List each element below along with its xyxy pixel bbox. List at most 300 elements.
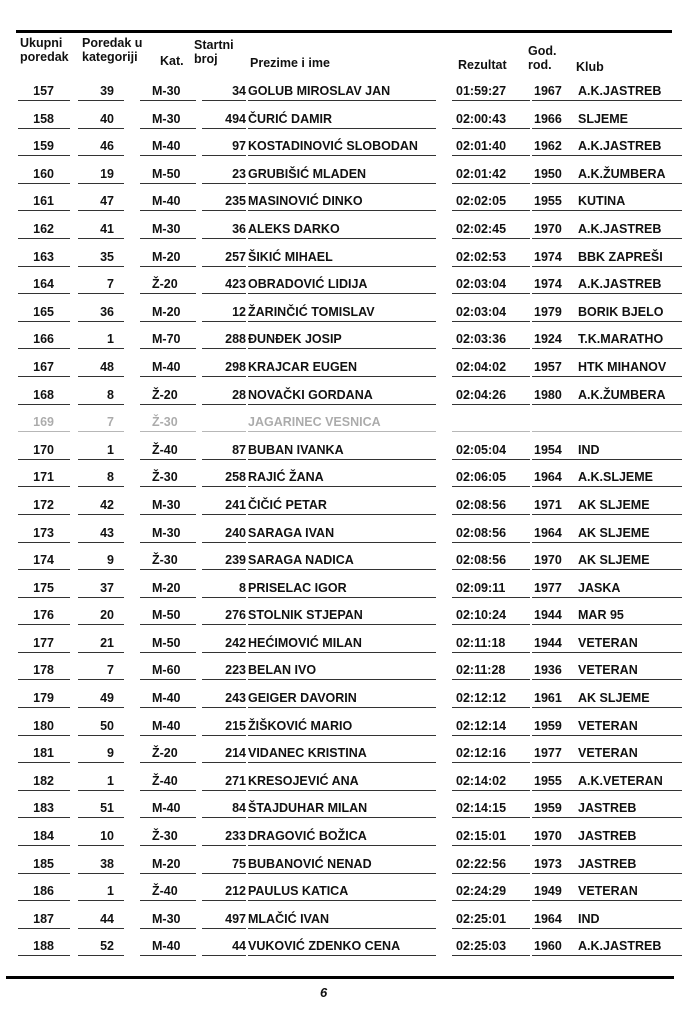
cell-category-rank: 35 bbox=[100, 249, 114, 264]
table-header bbox=[16, 34, 676, 78]
cell-category-rank: 20 bbox=[100, 608, 114, 623]
row-underline bbox=[452, 348, 530, 349]
cell-rank: 187 bbox=[33, 911, 54, 926]
row-underline bbox=[140, 542, 196, 543]
header-bib bbox=[194, 38, 234, 66]
row-underline bbox=[248, 707, 436, 708]
cell-birth-year: 1964 bbox=[534, 911, 562, 926]
row-underline bbox=[202, 928, 246, 929]
row-underline bbox=[18, 624, 70, 625]
row-underline bbox=[78, 845, 124, 846]
row-underline bbox=[576, 266, 682, 267]
row-underline bbox=[452, 514, 530, 515]
row-underline bbox=[202, 183, 246, 184]
row-underline bbox=[18, 762, 70, 763]
row-underline bbox=[532, 542, 576, 543]
row-underline bbox=[248, 624, 436, 625]
row-underline bbox=[18, 404, 70, 405]
cell-rank: 188 bbox=[33, 939, 54, 954]
header-rank bbox=[20, 36, 69, 64]
cell-category: M-20 bbox=[152, 580, 181, 595]
cell-rank: 183 bbox=[33, 801, 54, 816]
row-underline bbox=[202, 569, 246, 570]
row-underline bbox=[202, 762, 246, 763]
cell-bib: 241 bbox=[225, 497, 246, 512]
row-underline bbox=[18, 817, 70, 818]
cell-name: ŠIKIĆ MIHAEL bbox=[248, 249, 333, 264]
cell-bib: 44 bbox=[232, 939, 246, 954]
row-underline bbox=[248, 679, 436, 680]
cell-bib: 240 bbox=[225, 525, 246, 540]
header-cat-rank-line1: Poredak u bbox=[82, 36, 143, 50]
table-row bbox=[16, 161, 682, 189]
cell-rank: 161 bbox=[33, 194, 54, 209]
cell-rank: 184 bbox=[33, 829, 54, 844]
row-underline bbox=[248, 928, 436, 929]
row-underline bbox=[18, 707, 70, 708]
table-row bbox=[16, 933, 682, 961]
cell-name: ŽARINČIĆ TOMISLAV bbox=[248, 304, 375, 319]
cell-rank: 182 bbox=[33, 773, 54, 788]
cell-category: M-50 bbox=[152, 608, 181, 623]
cell-category: M-40 bbox=[152, 939, 181, 954]
row-underline bbox=[576, 486, 682, 487]
row-underline bbox=[532, 652, 576, 653]
row-underline bbox=[78, 762, 124, 763]
table-row bbox=[16, 520, 682, 548]
table-row bbox=[16, 878, 682, 906]
row-underline bbox=[18, 431, 70, 432]
row-underline bbox=[576, 183, 682, 184]
header-rank-line1: Ukupni bbox=[20, 36, 63, 50]
row-underline bbox=[202, 100, 246, 101]
cell-rank: 169 bbox=[33, 415, 54, 430]
row-underline bbox=[78, 569, 124, 570]
cell-rank: 178 bbox=[33, 663, 54, 678]
row-underline bbox=[248, 597, 436, 598]
row-underline bbox=[140, 321, 196, 322]
header-rank-line2: poredak bbox=[20, 50, 69, 64]
row-underline bbox=[18, 955, 70, 956]
cell-category: M-70 bbox=[152, 332, 181, 347]
row-underline bbox=[140, 431, 196, 432]
row-underline bbox=[18, 293, 70, 294]
cell-name: SARAGA NADICA bbox=[248, 553, 354, 568]
cell-bib: 235 bbox=[225, 194, 246, 209]
cell-name: JAGARINEC VESNICA bbox=[248, 415, 381, 430]
cell-name: PRISELAC IGOR bbox=[248, 580, 347, 595]
cell-category-rank: 7 bbox=[107, 663, 114, 678]
cell-birth-year: 1980 bbox=[534, 387, 562, 402]
cell-time: 02:02:45 bbox=[456, 221, 507, 236]
cell-category-rank: 8 bbox=[107, 387, 114, 402]
header-year bbox=[528, 44, 556, 72]
row-underline bbox=[576, 652, 682, 653]
cell-rank: 176 bbox=[33, 608, 54, 623]
row-underline bbox=[532, 873, 576, 874]
row-underline bbox=[202, 431, 246, 432]
row-underline bbox=[140, 183, 196, 184]
row-underline bbox=[140, 100, 196, 101]
cell-bib: 298 bbox=[225, 359, 246, 374]
cell-time: 02:00:43 bbox=[456, 111, 507, 126]
row-underline bbox=[202, 955, 246, 956]
row-underline bbox=[452, 486, 530, 487]
table-row bbox=[16, 244, 682, 272]
cell-rank: 174 bbox=[33, 553, 54, 568]
cell-birth-year: 1924 bbox=[534, 332, 562, 347]
cell-bib: 276 bbox=[225, 608, 246, 623]
row-underline bbox=[532, 266, 576, 267]
cell-rank: 180 bbox=[33, 718, 54, 733]
row-underline bbox=[78, 955, 124, 956]
cell-birth-year: 1959 bbox=[534, 718, 562, 733]
table-row bbox=[16, 851, 682, 879]
row-underline bbox=[18, 128, 70, 129]
row-underline bbox=[452, 155, 530, 156]
row-underline bbox=[18, 100, 70, 101]
cell-name: VUKOVIĆ ZDENKO CENA bbox=[248, 939, 401, 954]
cell-rank: 168 bbox=[33, 387, 54, 402]
cell-bib: 497 bbox=[225, 911, 246, 926]
cell-birth-year: 1970 bbox=[534, 221, 562, 236]
row-underline bbox=[532, 735, 576, 736]
row-underline bbox=[248, 762, 436, 763]
row-underline bbox=[140, 210, 196, 211]
cell-bib: 36 bbox=[232, 221, 246, 236]
row-underline bbox=[140, 238, 196, 239]
row-underline bbox=[78, 155, 124, 156]
row-underline bbox=[78, 376, 124, 377]
cell-rank: 173 bbox=[33, 525, 54, 540]
cell-category-rank: 10 bbox=[100, 829, 114, 844]
cell-category: M-30 bbox=[152, 497, 181, 512]
row-underline bbox=[140, 707, 196, 708]
cell-name: ĐUNĐEK JOSIP bbox=[248, 332, 342, 347]
cell-rank: 181 bbox=[33, 746, 54, 761]
row-underline bbox=[532, 128, 576, 129]
cell-birth-year: 1944 bbox=[534, 608, 562, 623]
row-underline bbox=[532, 376, 576, 377]
header-kat: Kat. bbox=[160, 54, 184, 68]
row-underline bbox=[532, 679, 576, 680]
cell-club: A.K.ŽUMBERA bbox=[578, 166, 666, 181]
row-underline bbox=[532, 210, 576, 211]
cell-bib: 87 bbox=[232, 442, 246, 457]
row-underline bbox=[202, 238, 246, 239]
cell-category-rank: 46 bbox=[100, 139, 114, 154]
cell-club: JASTREB bbox=[578, 856, 637, 871]
cell-birth-year: 1977 bbox=[534, 746, 562, 761]
row-underline bbox=[140, 762, 196, 763]
cell-bib: 423 bbox=[225, 277, 246, 292]
cell-bib: 288 bbox=[225, 332, 246, 347]
cell-time: 02:12:16 bbox=[456, 746, 507, 761]
cell-time: 02:10:24 bbox=[456, 608, 507, 623]
cell-time: 02:05:04 bbox=[456, 442, 507, 457]
row-underline bbox=[576, 321, 682, 322]
row-underline bbox=[576, 873, 682, 874]
row-underline bbox=[532, 569, 576, 570]
table-row bbox=[16, 492, 682, 520]
row-underline bbox=[202, 293, 246, 294]
cell-rank: 170 bbox=[33, 442, 54, 457]
cell-club: KUTINA bbox=[578, 194, 626, 209]
header-year-line1: God. bbox=[528, 44, 557, 58]
cell-category-rank: 36 bbox=[100, 304, 114, 319]
cell-rank: 165 bbox=[33, 304, 54, 319]
row-underline bbox=[248, 845, 436, 846]
row-underline bbox=[576, 569, 682, 570]
row-underline bbox=[140, 652, 196, 653]
row-underline bbox=[78, 348, 124, 349]
cell-time: 02:01:40 bbox=[456, 139, 507, 154]
row-underline bbox=[78, 321, 124, 322]
cell-category-rank: 39 bbox=[100, 84, 114, 98]
header-cat-rank-line2: kategoriji bbox=[82, 50, 138, 64]
row-underline bbox=[78, 431, 124, 432]
row-underline bbox=[140, 873, 196, 874]
row-underline bbox=[18, 238, 70, 239]
row-underline bbox=[202, 873, 246, 874]
cell-category: Ž-40 bbox=[152, 884, 178, 899]
row-underline bbox=[18, 597, 70, 598]
row-underline bbox=[18, 928, 70, 929]
row-underline bbox=[140, 376, 196, 377]
cell-category-rank: 1 bbox=[107, 773, 114, 788]
row-underline bbox=[140, 624, 196, 625]
row-underline bbox=[78, 652, 124, 653]
cell-bib: 258 bbox=[225, 470, 246, 485]
cell-rank: 157 bbox=[33, 84, 54, 98]
cell-name: KRAJCAR EUGEN bbox=[248, 359, 358, 374]
cell-time: 02:25:01 bbox=[456, 911, 507, 926]
cell-name: BUBAN IVANKA bbox=[248, 442, 344, 457]
row-underline bbox=[532, 183, 576, 184]
row-underline bbox=[452, 100, 530, 101]
row-underline bbox=[248, 431, 436, 432]
cell-category: M-40 bbox=[152, 194, 181, 209]
row-underline bbox=[576, 817, 682, 818]
cell-category: Ž-30 bbox=[152, 415, 178, 430]
cell-club: AK SLJEME bbox=[578, 691, 650, 706]
row-underline bbox=[78, 404, 124, 405]
row-underline bbox=[452, 762, 530, 763]
table-row bbox=[16, 271, 682, 299]
row-underline bbox=[140, 486, 196, 487]
cell-name: SARAGA IVAN bbox=[248, 525, 335, 540]
cell-category-rank: 37 bbox=[100, 580, 114, 595]
row-underline bbox=[576, 376, 682, 377]
cell-club: A.K.VETERAN bbox=[578, 773, 663, 788]
row-underline bbox=[202, 845, 246, 846]
table-row bbox=[16, 188, 682, 216]
row-underline bbox=[452, 873, 530, 874]
row-underline bbox=[140, 900, 196, 901]
row-underline bbox=[18, 459, 70, 460]
cell-rank: 177 bbox=[33, 635, 54, 650]
cell-bib: 8 bbox=[239, 580, 246, 595]
row-underline bbox=[532, 459, 576, 460]
cell-club: BBK ZAPREŠI bbox=[578, 249, 663, 264]
cell-time: 02:06:05 bbox=[456, 470, 507, 485]
cell-name: ČIČIĆ PETAR bbox=[248, 497, 327, 512]
row-underline bbox=[576, 679, 682, 680]
row-underline bbox=[452, 293, 530, 294]
cell-category: M-30 bbox=[152, 525, 181, 540]
header-club: Klub bbox=[576, 60, 604, 74]
cell-time: 02:22:56 bbox=[456, 856, 507, 871]
row-underline bbox=[576, 707, 682, 708]
row-underline bbox=[452, 569, 530, 570]
row-underline bbox=[452, 404, 530, 405]
row-underline bbox=[248, 514, 436, 515]
cell-club: T.K.MARATHO bbox=[578, 332, 664, 347]
row-underline bbox=[248, 873, 436, 874]
row-underline bbox=[202, 348, 246, 349]
cell-bib: 28 bbox=[232, 387, 246, 402]
row-underline bbox=[202, 486, 246, 487]
row-underline bbox=[576, 348, 682, 349]
cell-category: M-30 bbox=[152, 221, 181, 236]
row-underline bbox=[532, 514, 576, 515]
table-row bbox=[16, 906, 682, 934]
table-row bbox=[16, 216, 682, 244]
cell-category: M-60 bbox=[152, 663, 181, 678]
cell-name: ALEKS DARKO bbox=[248, 221, 340, 236]
table-row bbox=[16, 685, 682, 713]
cell-bib: 223 bbox=[225, 663, 246, 678]
cell-club: VETERAN bbox=[578, 663, 638, 678]
table-row bbox=[16, 464, 682, 492]
cell-rank: 162 bbox=[33, 221, 54, 236]
table-row bbox=[16, 713, 682, 741]
cell-birth-year: 1966 bbox=[534, 111, 562, 126]
row-underline bbox=[202, 597, 246, 598]
row-underline bbox=[576, 128, 682, 129]
row-underline bbox=[532, 597, 576, 598]
cell-time: 02:11:28 bbox=[456, 663, 506, 678]
table-row bbox=[16, 409, 682, 437]
cell-club: A.K.JASTREB bbox=[578, 939, 662, 954]
row-underline bbox=[452, 707, 530, 708]
row-underline bbox=[532, 404, 576, 405]
cell-category: M-20 bbox=[152, 249, 181, 264]
cell-rank: 171 bbox=[33, 470, 54, 485]
cell-name: GRUBIŠIĆ MLADEN bbox=[248, 166, 367, 181]
row-underline bbox=[248, 183, 436, 184]
row-underline bbox=[248, 321, 436, 322]
row-underline bbox=[78, 597, 124, 598]
cell-name: MLAČIĆ IVAN bbox=[248, 911, 330, 926]
row-underline bbox=[202, 321, 246, 322]
cell-bib: 12 bbox=[232, 304, 246, 319]
row-underline bbox=[576, 459, 682, 460]
cell-category-rank: 50 bbox=[100, 718, 114, 733]
row-underline bbox=[576, 735, 682, 736]
cell-category: Ž-20 bbox=[152, 746, 178, 761]
cell-club: A.K.JASTREB bbox=[578, 221, 662, 236]
cell-category-rank: 21 bbox=[100, 635, 114, 650]
row-underline bbox=[18, 679, 70, 680]
row-underline bbox=[18, 735, 70, 736]
row-underline bbox=[452, 238, 530, 239]
row-underline bbox=[248, 238, 436, 239]
table-row bbox=[16, 326, 682, 354]
cell-club: AK SLJEME bbox=[578, 525, 650, 540]
row-underline bbox=[202, 735, 246, 736]
cell-name: ŽIŠKOVIĆ MARIO bbox=[248, 718, 353, 733]
top-rule bbox=[16, 30, 672, 33]
cell-category: Ž-20 bbox=[152, 387, 178, 402]
cell-club: A.K.SLJEME bbox=[578, 470, 654, 485]
row-underline bbox=[576, 293, 682, 294]
row-underline bbox=[576, 597, 682, 598]
cell-club: AK SLJEME bbox=[578, 497, 650, 512]
row-underline bbox=[140, 790, 196, 791]
cell-club: JASKA bbox=[578, 580, 621, 595]
row-underline bbox=[78, 266, 124, 267]
cell-category-rank: 1 bbox=[107, 884, 114, 899]
cell-bib: 494 bbox=[225, 111, 246, 126]
cell-time: 02:03:36 bbox=[456, 332, 507, 347]
row-underline bbox=[248, 293, 436, 294]
cell-bib: 233 bbox=[225, 829, 246, 844]
cell-birth-year: 1964 bbox=[534, 525, 562, 540]
row-underline bbox=[78, 183, 124, 184]
cell-category-rank: 44 bbox=[100, 911, 114, 926]
row-underline bbox=[202, 790, 246, 791]
cell-club: IND bbox=[578, 911, 600, 926]
cell-category-rank: 41 bbox=[100, 221, 114, 236]
cell-name: PAULUS KATICA bbox=[248, 884, 349, 899]
row-underline bbox=[248, 790, 436, 791]
row-underline bbox=[140, 128, 196, 129]
row-underline bbox=[532, 790, 576, 791]
row-underline bbox=[18, 155, 70, 156]
row-underline bbox=[202, 652, 246, 653]
table-row bbox=[16, 437, 682, 465]
header-bib-line2: broj bbox=[194, 52, 218, 66]
cell-time: 02:02:05 bbox=[456, 194, 507, 209]
cell-bib: 23 bbox=[232, 166, 246, 181]
table-row bbox=[16, 575, 682, 603]
cell-category: M-40 bbox=[152, 691, 181, 706]
cell-club: MAR 95 bbox=[578, 608, 624, 623]
cell-time: 02:08:56 bbox=[456, 497, 507, 512]
cell-category: M-20 bbox=[152, 304, 181, 319]
row-underline bbox=[78, 707, 124, 708]
cell-time: 02:25:03 bbox=[456, 939, 507, 954]
row-underline bbox=[18, 845, 70, 846]
cell-birth-year: 1944 bbox=[534, 635, 562, 650]
cell-time: 02:12:12 bbox=[456, 691, 507, 706]
row-underline bbox=[140, 266, 196, 267]
row-underline bbox=[248, 376, 436, 377]
row-underline bbox=[452, 790, 530, 791]
cell-category: M-30 bbox=[152, 111, 181, 126]
cell-birth-year: 1970 bbox=[534, 829, 562, 844]
row-underline bbox=[140, 155, 196, 156]
cell-birth-year: 1949 bbox=[534, 884, 562, 899]
row-underline bbox=[202, 210, 246, 211]
cell-category: M-40 bbox=[152, 139, 181, 154]
cell-name: KRESOJEVIĆ ANA bbox=[248, 773, 359, 788]
cell-birth-year: 1954 bbox=[534, 442, 562, 457]
cell-birth-year: 1936 bbox=[534, 663, 562, 678]
cell-category-rank: 43 bbox=[100, 525, 114, 540]
cell-name: ŠTAJDUHAR MILAN bbox=[248, 801, 368, 816]
